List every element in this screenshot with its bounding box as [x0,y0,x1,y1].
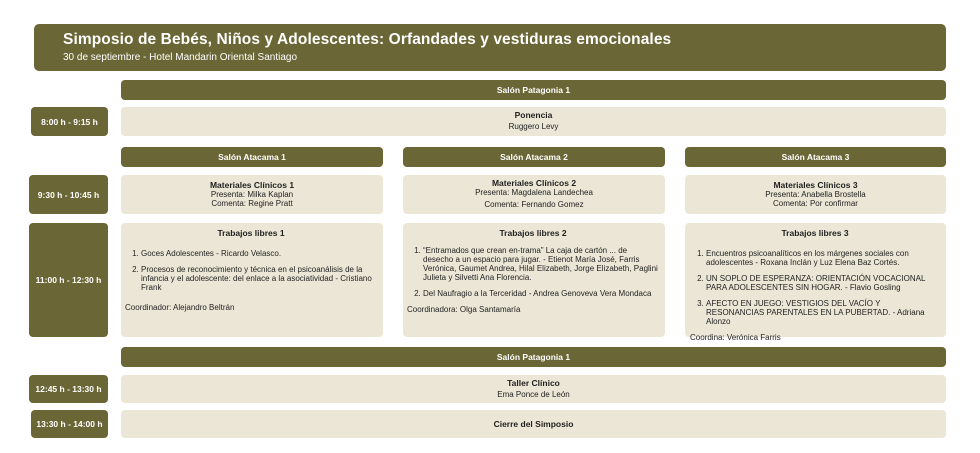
materiales-presenta: Presenta: Anabella Brostella [765,190,866,199]
list-item: 3. AFECTO EN JUEGO: VESTIGIOS DEL VACÍO Y RESONANCIAS PARENTALES EN LA PUBERTAD. - Adriana Alonzo [706,299,940,326]
room-bar-patagonia: Salón Patagonia 1 [121,80,946,100]
trabajos-box-3 [685,223,946,342]
list-item: 1. “Entramados que crean en-trama” La caja de cartón ... de desecho a un espacio para jugar. - Etienot María José, Farris Verónica, Gaumet Andrea, Hilal Elizabeth, Jorge Elizabeth, Paglini Julieta y Silvetti Ana Florencia. [423,246,659,282]
ponencia-box [121,107,946,136]
room-bar-atacama-3: Salón Atacama 3 [685,147,946,167]
trabajos-title: Trabajos libres 2 [499,228,567,238]
page-subtitle: 30 de septiembre - Hotel Mandarin Oriental Santiago [63,52,298,63]
taller-title: Taller Clínico [507,378,560,388]
materiales-title: Materiales Clínicos 1 [209,180,295,190]
time-slot-2: 9:30 h - 10:45 h [29,175,108,214]
materiales-box-2 [403,175,665,214]
materiales-comenta: Comenta: Fernando Gomez [484,200,584,209]
list-item: 1. Encuentros psicoanalíticos en los márgenes sociales con adolescentes - Roxana Inclán y Luz Elena Baz Cortés. [706,249,940,267]
materiales-comenta: Comenta: Regine Pratt [211,199,293,208]
page-title: Simposio de Bebés, Niños y Adolescentes: Orfandades y vestiduras emocionales [63,31,672,48]
trabajos-title: Trabajos libres 3 [781,228,849,238]
room-bar-atacama-1: Salón Atacama 1 [121,147,383,167]
trabajos-title: Trabajos libres 1 [217,228,285,238]
trabajos-coordinator: Coordinadora: Olga Santamaría [407,305,521,314]
materiales-box-1 [121,175,383,214]
trabajos-coordinator: Coordinador: Alejandro Beltrán [125,303,235,312]
list-item: 2. Del Naufragio a la Terceridad - Andrea Genoveva Vera Mondaca [423,289,659,298]
materiales-presenta: Presenta: Milka Kaplan [210,190,294,199]
trabajos-list [125,249,377,292]
trabajos-coordinator: Coordina: Verónica Farris [690,333,781,342]
room-bar-atacama-2: Salón Atacama 2 [403,147,665,167]
trabajos-list [690,249,940,326]
room-bar-patagonia-2: Salón Patagonia 1 [121,347,946,367]
ponencia-speaker: Ruggero Levy [508,122,559,131]
cierre-title: Cierre del Simposio [493,419,574,429]
list-item: 2. Procesos de reconocimiento y técnica en el psicoanálisis de la infancia y el adolescente: del enlace a la asociatividad - Cristiano Frank [141,265,377,292]
materiales-presenta: Presenta: Magdalena Landechea [475,188,593,197]
time-slot-5: 13:30 h - 14:00 h [31,410,108,438]
ponencia-title: Ponencia [514,110,553,120]
cierre-box [121,410,946,438]
materiales-comenta: Comenta: Por confirmar [773,199,858,208]
trabajos-list [407,246,659,298]
time-slot-3: 11:00 h - 12:30 h [29,223,108,337]
trabajos-box-1 [121,223,383,337]
symposium-header [34,24,946,71]
list-item: 1. Goces Adolescentes - Ricardo Velasco. [141,249,377,258]
materiales-title: Materiales Clínicos 3 [773,180,858,190]
materiales-box-3 [685,175,946,214]
list-item: 2. UN SOPLO DE ESPERANZA: ORIENTACIÓN VOCACIONAL PARA ADOLESCENTES SIN HOGAR. - Flavio Gosling [706,274,940,292]
trabajos-box-2 [403,223,665,337]
taller-box [121,375,946,403]
taller-speaker: Ema Ponce de León [497,390,570,399]
time-slot-4: 12:45 h - 13:30 h [29,375,108,403]
materiales-title: Materiales Clínicos 2 [491,178,577,188]
time-slot-1: 8:00 h - 9:15 h [31,107,108,136]
